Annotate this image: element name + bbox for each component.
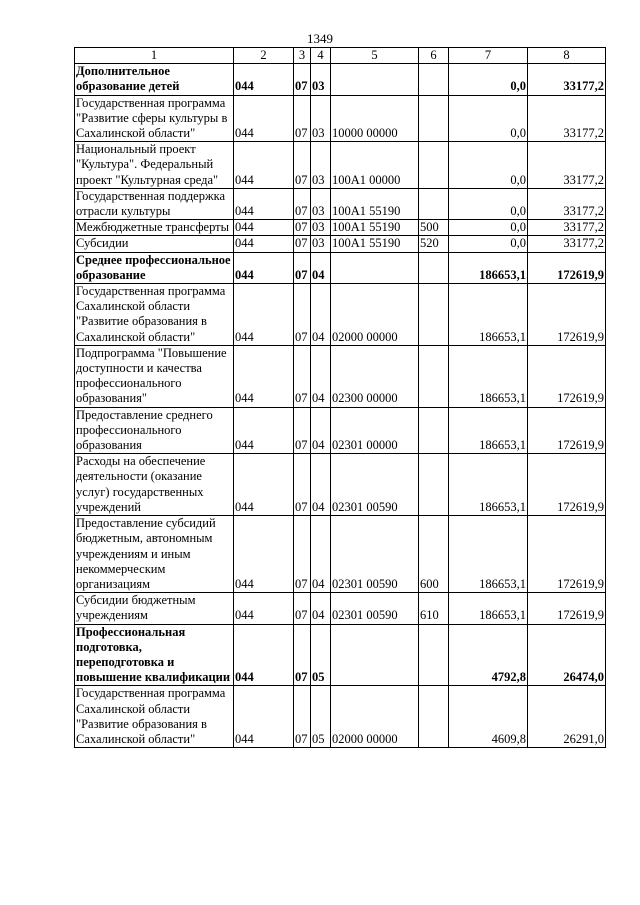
row-label: Подпрограмма "Повышение доступности и качества профессионального образования": [75, 345, 234, 407]
budget-table: [74, 47, 606, 748]
cell-section-code: 07: [294, 95, 311, 142]
column-header: 8: [528, 48, 606, 64]
cell-section-code: 07: [294, 188, 311, 219]
cell-chief-admin-code: 044: [234, 593, 294, 624]
cell-subsection-code: 03: [311, 64, 331, 95]
cell-subsection-code: 03: [311, 95, 331, 142]
table-row: [75, 64, 606, 95]
row-label: Предоставление среднего профессионального образования: [75, 407, 234, 454]
cell-target-article: [331, 624, 419, 686]
cell-section-code: 07: [294, 686, 311, 748]
cell-section-code: 07: [294, 236, 311, 252]
cell-amount-col8: 26474,0: [528, 624, 606, 686]
cell-subsection-code: 04: [311, 516, 331, 593]
cell-amount-col8: 172619,9: [528, 252, 606, 283]
table-row: [75, 95, 606, 142]
cell-section-code: 07: [294, 345, 311, 407]
cell-amount-col7: 0,0: [449, 64, 528, 95]
cell-target-article: 02301 00000: [331, 407, 419, 454]
column-header: 7: [449, 48, 528, 64]
row-label: Субсидии: [75, 236, 234, 252]
cell-expense-type: 600: [419, 516, 449, 593]
cell-amount-col7: 0,0: [449, 188, 528, 219]
cell-expense-type: [419, 188, 449, 219]
cell-subsection-code: 03: [311, 188, 331, 219]
cell-section-code: 07: [294, 454, 311, 516]
cell-amount-col8: 172619,9: [528, 454, 606, 516]
cell-subsection-code: 04: [311, 284, 331, 346]
cell-expense-type: [419, 64, 449, 95]
cell-target-article: 02000 00000: [331, 284, 419, 346]
table-row: [75, 188, 606, 219]
page-number: 1349: [307, 31, 333, 46]
cell-subsection-code: 04: [311, 454, 331, 516]
cell-amount-col8: 33177,2: [528, 95, 606, 142]
cell-amount-col8: 33177,2: [528, 64, 606, 95]
row-label: Субсидии бюджетным учреждениям: [75, 593, 234, 624]
cell-expense-type: [419, 407, 449, 454]
cell-chief-admin-code: 044: [234, 407, 294, 454]
cell-amount-col7: 186653,1: [449, 593, 528, 624]
cell-target-article: 02301 00590: [331, 593, 419, 624]
cell-amount-col8: 172619,9: [528, 593, 606, 624]
cell-expense-type: [419, 284, 449, 346]
cell-subsection-code: 05: [311, 686, 331, 748]
row-label: Национальный проект "Культура". Федеральный проект "Культурная среда": [75, 142, 234, 189]
table-row: [75, 686, 606, 748]
cell-expense-type: 520: [419, 236, 449, 252]
cell-target-article: [331, 252, 419, 283]
row-label: Дополнительное образование детей: [75, 64, 234, 95]
row-label: Государственная программа Сахалинской области "Развитие образования в Сахалинской области": [75, 686, 234, 748]
cell-chief-admin-code: 044: [234, 284, 294, 346]
column-header: 6: [419, 48, 449, 64]
cell-subsection-code: 04: [311, 252, 331, 283]
cell-amount-col7: 0,0: [449, 142, 528, 189]
cell-chief-admin-code: 044: [234, 64, 294, 95]
cell-subsection-code: 04: [311, 345, 331, 407]
row-label: Профессиональная подготовка, переподготовка и повышение квалификации: [75, 624, 234, 686]
cell-target-article: 02301 00590: [331, 516, 419, 593]
cell-target-article: 02301 00590: [331, 454, 419, 516]
cell-expense-type: [419, 686, 449, 748]
cell-amount-col7: 0,0: [449, 95, 528, 142]
cell-amount-col8: 172619,9: [528, 407, 606, 454]
cell-expense-type: [419, 624, 449, 686]
table-row: [75, 284, 606, 346]
table-row: [75, 345, 606, 407]
cell-chief-admin-code: 044: [234, 95, 294, 142]
row-label: Государственная программа "Развитие сферы культуры в Сахалинской области": [75, 95, 234, 142]
cell-amount-col7: 4792,8: [449, 624, 528, 686]
cell-expense-type: [419, 95, 449, 142]
cell-subsection-code: 03: [311, 236, 331, 252]
cell-expense-type: [419, 345, 449, 407]
cell-amount-col8: 33177,2: [528, 236, 606, 252]
cell-expense-type: 500: [419, 220, 449, 236]
column-header: 3: [294, 48, 311, 64]
cell-chief-admin-code: 044: [234, 142, 294, 189]
cell-amount-col8: 26291,0: [528, 686, 606, 748]
cell-amount-col8: 172619,9: [528, 345, 606, 407]
cell-amount-col7: 186653,1: [449, 345, 528, 407]
cell-target-article: 02000 00000: [331, 686, 419, 748]
cell-target-article: 100А1 00000: [331, 142, 419, 189]
cell-chief-admin-code: 044: [234, 516, 294, 593]
cell-subsection-code: 03: [311, 220, 331, 236]
cell-chief-admin-code: 044: [234, 454, 294, 516]
cell-expense-type: [419, 142, 449, 189]
cell-section-code: 07: [294, 252, 311, 283]
cell-chief-admin-code: 044: [234, 236, 294, 252]
cell-expense-type: 610: [419, 593, 449, 624]
cell-amount-col7: 0,0: [449, 236, 528, 252]
cell-chief-admin-code: 044: [234, 686, 294, 748]
table-row: [75, 407, 606, 454]
cell-section-code: 07: [294, 624, 311, 686]
cell-subsection-code: 04: [311, 593, 331, 624]
row-label: Государственная поддержка отрасли культуры: [75, 188, 234, 219]
cell-amount-col8: 33177,2: [528, 188, 606, 219]
column-header: 2: [234, 48, 294, 64]
row-label: Межбюджетные трансферты: [75, 220, 234, 236]
cell-section-code: 07: [294, 407, 311, 454]
table-row: [75, 516, 606, 593]
cell-amount-col7: 186653,1: [449, 516, 528, 593]
cell-section-code: 07: [294, 220, 311, 236]
cell-amount-col8: 172619,9: [528, 516, 606, 593]
cell-subsection-code: 05: [311, 624, 331, 686]
cell-target-article: 100А1 55190: [331, 236, 419, 252]
cell-target-article: 10000 00000: [331, 95, 419, 142]
table-row: [75, 252, 606, 283]
cell-amount-col8: 33177,2: [528, 142, 606, 189]
table-row: [75, 142, 606, 189]
cell-expense-type: [419, 454, 449, 516]
cell-target-article: [331, 64, 419, 95]
table-row: [75, 624, 606, 686]
header-row: [75, 48, 606, 64]
cell-amount-col7: 0,0: [449, 220, 528, 236]
row-label: Расходы на обеспечение деятельности (оказание услуг) государственных учреждений: [75, 454, 234, 516]
column-header: 1: [75, 48, 234, 64]
table-row: [75, 454, 606, 516]
cell-amount-col7: 186653,1: [449, 454, 528, 516]
cell-chief-admin-code: 044: [234, 188, 294, 219]
cell-amount-col8: 172619,9: [528, 284, 606, 346]
cell-chief-admin-code: 044: [234, 252, 294, 283]
cell-amount-col7: 186653,1: [449, 252, 528, 283]
row-label: Среднее профессиональное образование: [75, 252, 234, 283]
cell-section-code: 07: [294, 64, 311, 95]
cell-section-code: 07: [294, 142, 311, 189]
cell-section-code: 07: [294, 516, 311, 593]
cell-target-article: 02300 00000: [331, 345, 419, 407]
row-label: Предоставление субсидий бюджетным, автономным учреждениям и иным некоммерческим организациям: [75, 516, 234, 593]
cell-chief-admin-code: 044: [234, 624, 294, 686]
cell-section-code: 07: [294, 593, 311, 624]
table-row: [75, 220, 606, 236]
cell-chief-admin-code: 044: [234, 345, 294, 407]
table-row: [75, 593, 606, 624]
cell-section-code: 07: [294, 284, 311, 346]
cell-chief-admin-code: 044: [234, 220, 294, 236]
column-header: 4: [311, 48, 331, 64]
row-label: Государственная программа Сахалинской области "Развитие образования в Сахалинской области": [75, 284, 234, 346]
cell-amount-col7: 186653,1: [449, 284, 528, 346]
table-row: [75, 236, 606, 252]
cell-amount-col8: 33177,2: [528, 220, 606, 236]
cell-amount-col7: 4609,8: [449, 686, 528, 748]
cell-subsection-code: 04: [311, 407, 331, 454]
column-header: 5: [331, 48, 419, 64]
cell-expense-type: [419, 252, 449, 283]
cell-target-article: 100А1 55190: [331, 188, 419, 219]
cell-subsection-code: 03: [311, 142, 331, 189]
cell-target-article: 100А1 55190: [331, 220, 419, 236]
cell-amount-col7: 186653,1: [449, 407, 528, 454]
